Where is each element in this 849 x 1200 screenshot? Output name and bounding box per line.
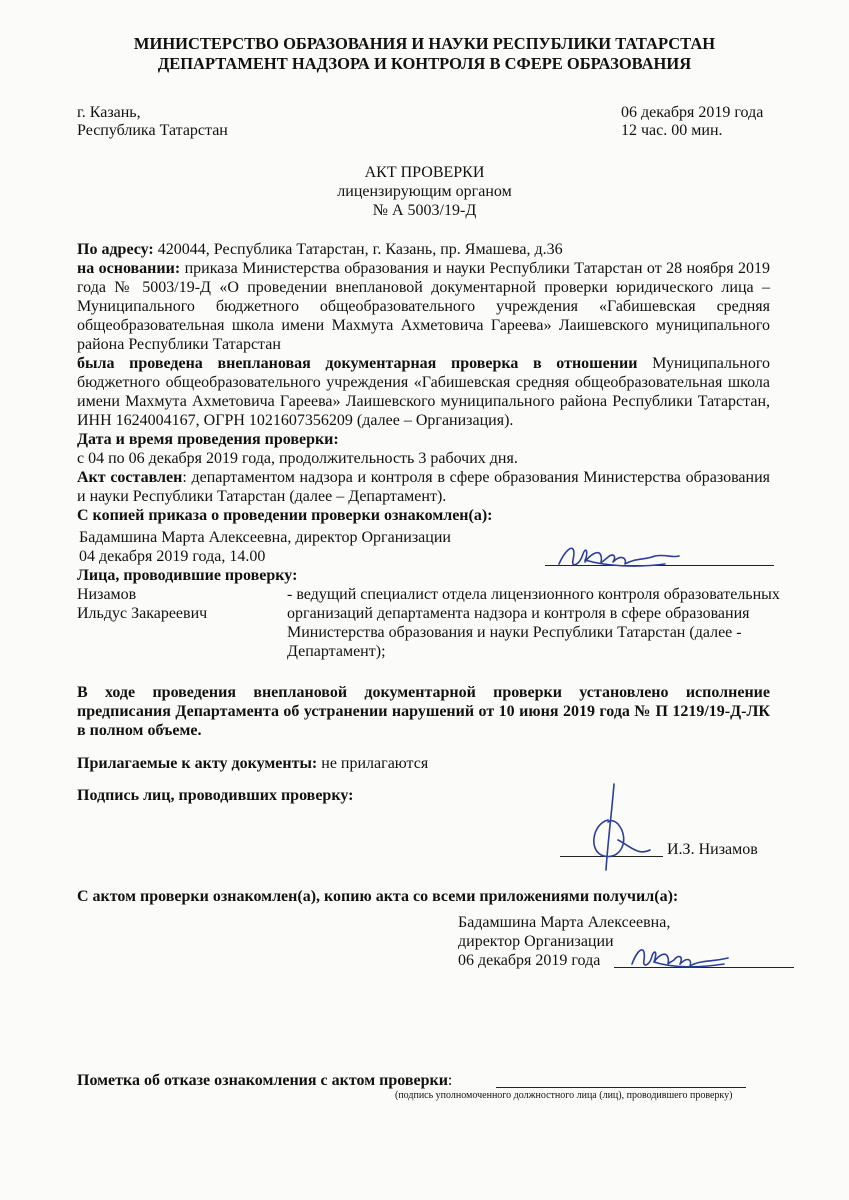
refusal-caption: (подпись уполномоченного должностного лица (лиц), проводившего проверку) bbox=[395, 1090, 733, 1101]
composed-paragraph bbox=[77, 468, 770, 506]
basis-text: приказа Министерства образования и науки Республики Татарстан от 28 ноября 2019 года № 5003/19-Д «О проведении внеплановой документарной проверки юридического лица – Муниципального бюджетного общеобразовательного учреждения «Габишевская средняя общеобразовательная школа имени Махмута Ахметовича Гареева» Лаишевского муниципального района Республики Татарстан bbox=[77, 260, 770, 353]
act-number: № А 5003/19-Д bbox=[372, 202, 477, 219]
director-signature-1 bbox=[555, 536, 685, 576]
act-date: 06 декабря 2019 года bbox=[621, 104, 764, 121]
inspector-signature bbox=[578, 780, 658, 875]
result-statement: В ходе проведения внеплановой документарной проверки установлено исполнение предписания Департамента об устранении нарушений от 10 июня 2019 года № П 1219/19-Д-ЛК в полном объеме. bbox=[77, 684, 770, 739]
inspection-paragraph bbox=[77, 354, 770, 430]
inspector-position: - ведущий специалист отдела лицензионного контроля образовательных организаций департамента надзора и контроля в сфере образования Министерства образования и науки Республики Татарстан (далее - Департамент); bbox=[287, 586, 780, 660]
basis-label: на основании: bbox=[77, 260, 181, 277]
place-city: г. Казань, bbox=[77, 104, 141, 121]
inspectors-label: Лица, проводившие проверку: bbox=[77, 567, 298, 584]
refusal-signature-line bbox=[496, 1087, 746, 1088]
basis-paragraph bbox=[77, 259, 770, 354]
attachments-paragraph bbox=[77, 754, 428, 773]
inspection-text: Муниципального бюджетного общеобразовательного учреждения «Габишевская средняя общеобразовательная школа имени Махмута Ахметовича Гареева» Лаишевского муниципального района Республики Татарстан, ИНН 1624004167, ОГРН 1021607356209 (далее – Организация). bbox=[77, 355, 771, 429]
inspector-name: Ильдус Закареевич bbox=[77, 605, 208, 622]
attachments-text: не прилагаются bbox=[317, 755, 429, 772]
act-subtitle: лицензирующим органом bbox=[337, 183, 512, 200]
attachments-label: Прилагаемые к акту документы: bbox=[77, 755, 318, 772]
order-ack-date: 04 декабря 2019 года, 14.00 bbox=[79, 548, 266, 565]
acknowledgement-person: Бадамшина Марта Алексеевна, bbox=[458, 914, 671, 931]
acknowledgement-label: С актом проверки ознакомлен(а), копию акта со всеми приложениями получил(а): bbox=[77, 888, 679, 905]
composed-label: Акт составлен bbox=[77, 469, 183, 486]
inspector-surname: Низамов bbox=[77, 586, 137, 603]
act-title: АКТ ПРОВЕРКИ bbox=[364, 164, 485, 181]
composed-text: : департаментом надзора и контроля в сфере образования Министерства образования и науки Республики Татарстан (далее – Департамент). bbox=[77, 469, 770, 505]
address-text: 420044, Республика Татарстан, г. Казань, пр. Ямашева, д.36 bbox=[153, 241, 563, 258]
refusal-paragraph bbox=[77, 1071, 452, 1090]
acknowledgement-date: 06 декабря 2019 года bbox=[458, 952, 601, 969]
place-region: Республика Татарстан bbox=[77, 122, 228, 139]
act-time: 12 час. 00 мин. bbox=[621, 122, 723, 139]
department-title: ДЕПАРТАМЕНТ НАДЗОРА И КОНТРОЛЯ В СФЕРЕ ОБРАЗОВАНИЯ bbox=[157, 54, 692, 73]
signature-label: Подпись лиц, проводивших проверку: bbox=[77, 787, 354, 804]
inspection-label: была проведена внеплановая документарная проверка в отношении bbox=[77, 355, 638, 372]
address-paragraph bbox=[77, 240, 770, 259]
ministry-title: МИНИСТЕРСТВО ОБРАЗОВАНИЯ И НАУКИ РЕСПУБЛИКИ ТАТАРСТАН bbox=[133, 34, 716, 53]
refusal-colon: : bbox=[447, 1072, 453, 1089]
inspector-signature-name: И.З. Низамов bbox=[667, 841, 758, 858]
address-label: По адресу: bbox=[77, 241, 154, 258]
body-block bbox=[77, 240, 770, 525]
period-label: Дата и время проведения проверки: bbox=[77, 431, 339, 448]
order-ack-label: С копией приказа о проведении проверки ознакомлен(а): bbox=[77, 507, 493, 524]
acknowledgement-position: директор Организации bbox=[458, 933, 614, 950]
director-signature-2 bbox=[628, 940, 738, 974]
refusal-label: Пометка об отказе ознакомления с актом проверки bbox=[77, 1072, 448, 1089]
order-ack-person: Бадамшина Марта Алексеевна, директор Организации bbox=[79, 529, 451, 546]
period-text: с 04 по 06 декабря 2019 года, продолжительность 3 рабочих дня. bbox=[77, 450, 518, 467]
